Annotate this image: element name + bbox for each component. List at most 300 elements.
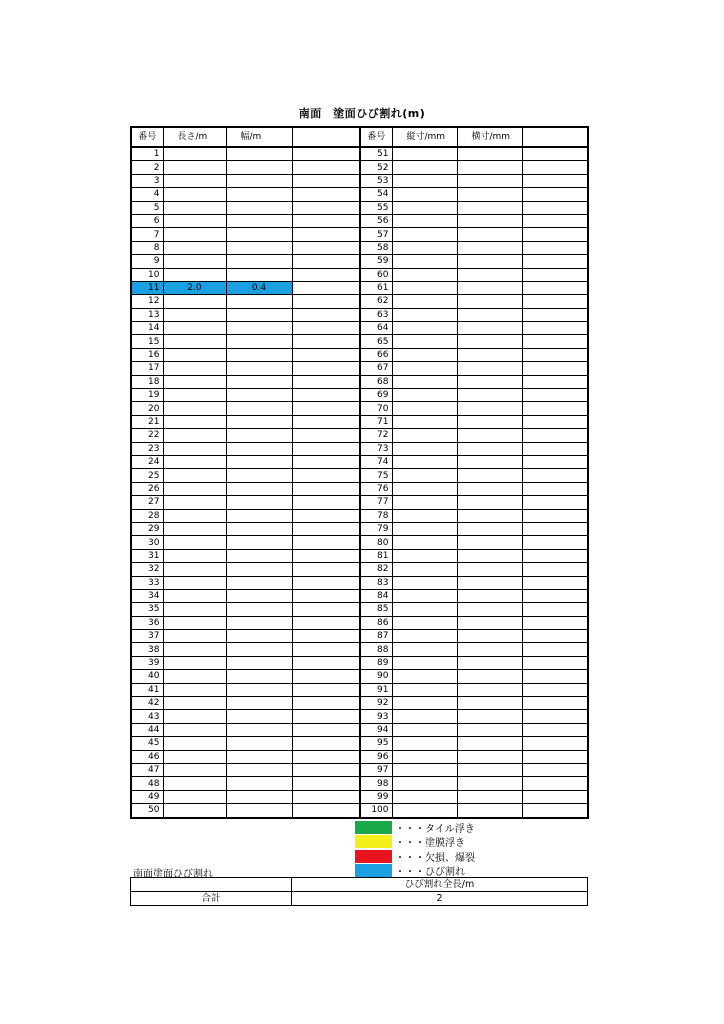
row-vertical-cell xyxy=(392,670,457,683)
row-vertical-cell xyxy=(392,402,457,415)
row-horizontal-cell xyxy=(457,268,522,281)
table-row xyxy=(131,697,588,710)
row-extra-cell xyxy=(522,322,588,335)
row-vertical-cell xyxy=(392,804,457,818)
legend-item xyxy=(355,864,475,879)
table-row xyxy=(131,281,588,294)
table-row xyxy=(131,536,588,549)
row-length-cell xyxy=(163,710,226,723)
table-row xyxy=(131,616,588,629)
row-extra-cell xyxy=(522,415,588,428)
summary-total-label: 合計 xyxy=(131,892,292,906)
row-width-cell xyxy=(226,496,292,509)
row-left-number: 25 xyxy=(131,469,163,482)
row-right-number: 90 xyxy=(360,670,392,683)
row-vertical-cell xyxy=(392,415,457,428)
table-row xyxy=(131,576,588,589)
row-width-cell xyxy=(226,415,292,428)
row-vertical-cell xyxy=(392,509,457,522)
row-width-cell xyxy=(226,656,292,669)
row-vertical-cell xyxy=(392,322,457,335)
row-extra-cell xyxy=(522,174,588,187)
row-extra-cell xyxy=(522,241,588,254)
table-row xyxy=(131,228,588,241)
row-horizontal-cell xyxy=(457,322,522,335)
row-left-number: 46 xyxy=(131,750,163,763)
row-left-number: 6 xyxy=(131,214,163,227)
row-length-cell xyxy=(163,402,226,415)
row-horizontal-cell xyxy=(457,630,522,643)
row-length-cell xyxy=(163,723,226,736)
row-left-number: 50 xyxy=(131,804,163,818)
row-vertical-cell xyxy=(392,442,457,455)
row-left-number: 30 xyxy=(131,536,163,549)
legend-item xyxy=(355,849,475,864)
table-row xyxy=(131,563,588,576)
row-extra-cell xyxy=(522,522,588,535)
row-extra-cell xyxy=(522,563,588,576)
row-right-number: 58 xyxy=(360,241,392,254)
table-row xyxy=(131,241,588,254)
row-left-number: 23 xyxy=(131,442,163,455)
row-vertical-cell xyxy=(392,750,457,763)
row-extra-cell xyxy=(522,804,588,818)
row-blank-cell xyxy=(292,509,360,522)
row-left-number: 17 xyxy=(131,362,163,375)
row-extra-cell xyxy=(522,630,588,643)
table-row xyxy=(131,442,588,455)
row-left-number: 21 xyxy=(131,415,163,428)
row-extra-cell xyxy=(522,683,588,696)
table-row xyxy=(131,737,588,750)
row-left-number: 47 xyxy=(131,763,163,776)
row-horizontal-cell xyxy=(457,750,522,763)
row-vertical-cell xyxy=(392,174,457,187)
row-left-number: 35 xyxy=(131,603,163,616)
row-left-number: 32 xyxy=(131,563,163,576)
row-width-cell xyxy=(226,375,292,388)
table-row xyxy=(131,643,588,656)
row-extra-cell xyxy=(522,750,588,763)
row-blank-cell xyxy=(292,455,360,468)
row-length-cell xyxy=(163,228,226,241)
row-left-number: 10 xyxy=(131,268,163,281)
row-extra-cell xyxy=(522,536,588,549)
row-blank-cell xyxy=(292,469,360,482)
row-blank-cell xyxy=(292,147,360,161)
row-right-number: 61 xyxy=(360,281,392,294)
row-blank-cell xyxy=(292,790,360,803)
row-blank-cell xyxy=(292,295,360,308)
row-length-cell xyxy=(163,643,226,656)
row-width-cell xyxy=(226,737,292,750)
row-blank-cell xyxy=(292,241,360,254)
row-width-cell xyxy=(226,455,292,468)
row-width-cell xyxy=(226,241,292,254)
row-length-cell xyxy=(163,214,226,227)
row-left-number: 28 xyxy=(131,509,163,522)
row-vertical-cell xyxy=(392,455,457,468)
row-blank-cell xyxy=(292,214,360,227)
row-extra-cell xyxy=(522,777,588,790)
row-right-number: 88 xyxy=(360,643,392,656)
row-blank-cell xyxy=(292,630,360,643)
row-extra-cell xyxy=(522,429,588,442)
row-horizontal-cell xyxy=(457,348,522,361)
row-extra-cell xyxy=(522,710,588,723)
table-row xyxy=(131,335,588,348)
row-width-cell xyxy=(226,723,292,736)
row-horizontal-cell xyxy=(457,228,522,241)
row-length-cell xyxy=(163,295,226,308)
row-right-number: 83 xyxy=(360,576,392,589)
row-length-cell xyxy=(163,322,226,335)
row-width-cell xyxy=(226,255,292,268)
row-horizontal-cell xyxy=(457,589,522,602)
row-length-cell xyxy=(163,362,226,375)
table-row xyxy=(131,415,588,428)
header-left-no: 番号 xyxy=(131,127,163,147)
row-left-number: 38 xyxy=(131,643,163,656)
row-blank-cell xyxy=(292,442,360,455)
row-extra-cell xyxy=(522,161,588,174)
row-right-number: 99 xyxy=(360,790,392,803)
row-blank-cell xyxy=(292,616,360,629)
row-horizontal-cell xyxy=(457,415,522,428)
row-extra-cell xyxy=(522,188,588,201)
row-extra-cell xyxy=(522,389,588,402)
row-left-number: 37 xyxy=(131,630,163,643)
row-blank-cell xyxy=(292,723,360,736)
row-left-number: 12 xyxy=(131,295,163,308)
row-vertical-cell xyxy=(392,241,457,254)
row-right-number: 59 xyxy=(360,255,392,268)
table-row xyxy=(131,790,588,803)
row-vertical-cell xyxy=(392,375,457,388)
legend-item xyxy=(355,835,475,850)
summary-header-total-length: ひび割れ全長/m xyxy=(292,878,588,892)
row-extra-cell xyxy=(522,442,588,455)
summary-table xyxy=(130,877,588,906)
table-row xyxy=(131,710,588,723)
row-vertical-cell xyxy=(392,710,457,723)
table-row xyxy=(131,389,588,402)
row-blank-cell xyxy=(292,322,360,335)
row-length-cell xyxy=(163,509,226,522)
row-length-cell xyxy=(163,241,226,254)
row-blank-cell xyxy=(292,589,360,602)
row-vertical-cell xyxy=(392,563,457,576)
row-width-cell xyxy=(226,402,292,415)
row-vertical-cell xyxy=(392,308,457,321)
row-width-cell xyxy=(226,214,292,227)
row-width-cell xyxy=(226,710,292,723)
row-right-number: 97 xyxy=(360,763,392,776)
row-width-cell xyxy=(226,201,292,214)
row-left-number: 33 xyxy=(131,576,163,589)
row-right-number: 64 xyxy=(360,322,392,335)
row-length-cell xyxy=(163,174,226,187)
row-length-cell xyxy=(163,750,226,763)
table-row xyxy=(131,362,588,375)
table-row xyxy=(131,683,588,696)
row-right-number: 91 xyxy=(360,683,392,696)
table-row xyxy=(131,308,588,321)
table-row xyxy=(131,589,588,602)
row-width-cell xyxy=(226,335,292,348)
row-width-cell xyxy=(226,482,292,495)
table-row xyxy=(131,147,588,161)
table-row xyxy=(131,630,588,643)
row-length-cell xyxy=(163,161,226,174)
row-blank-cell xyxy=(292,308,360,321)
row-width-cell xyxy=(226,750,292,763)
row-vertical-cell xyxy=(392,482,457,495)
row-left-number: 11 xyxy=(131,281,163,294)
row-left-number: 29 xyxy=(131,522,163,535)
header-horizontal: 横寸/mm xyxy=(457,127,522,147)
row-width-cell xyxy=(226,362,292,375)
row-blank-cell xyxy=(292,174,360,187)
table-row xyxy=(131,750,588,763)
row-blank-cell xyxy=(292,362,360,375)
row-length-cell xyxy=(163,496,226,509)
row-extra-cell xyxy=(522,402,588,415)
row-blank-cell xyxy=(292,804,360,818)
row-left-number: 49 xyxy=(131,790,163,803)
row-right-number: 100 xyxy=(360,804,392,818)
row-vertical-cell xyxy=(392,255,457,268)
row-blank-cell xyxy=(292,522,360,535)
row-right-number: 52 xyxy=(360,161,392,174)
row-horizontal-cell xyxy=(457,255,522,268)
row-length-cell xyxy=(163,188,226,201)
row-width-cell xyxy=(226,603,292,616)
row-vertical-cell xyxy=(392,790,457,803)
row-length-cell xyxy=(163,469,226,482)
row-blank-cell xyxy=(292,576,360,589)
row-length-cell xyxy=(163,536,226,549)
row-vertical-cell xyxy=(392,295,457,308)
row-blank-cell xyxy=(292,201,360,214)
row-width-cell xyxy=(226,763,292,776)
row-length-cell xyxy=(163,563,226,576)
row-horizontal-cell xyxy=(457,576,522,589)
table-row xyxy=(131,482,588,495)
summary-total-value: 2 xyxy=(292,892,588,906)
row-length-cell xyxy=(163,147,226,161)
row-length-cell xyxy=(163,790,226,803)
row-blank-cell xyxy=(292,228,360,241)
row-right-number: 72 xyxy=(360,429,392,442)
row-extra-cell xyxy=(522,603,588,616)
row-right-number: 80 xyxy=(360,536,392,549)
row-blank-cell xyxy=(292,737,360,750)
row-width-cell xyxy=(226,188,292,201)
row-horizontal-cell xyxy=(457,549,522,562)
sheet-title: 南面 塗面ひび割れ(m) xyxy=(298,107,426,120)
row-vertical-cell xyxy=(392,683,457,696)
row-length-cell xyxy=(163,308,226,321)
summary-header-blank xyxy=(131,878,292,892)
row-width-cell xyxy=(226,429,292,442)
row-horizontal-cell xyxy=(457,201,522,214)
row-horizontal-cell xyxy=(457,402,522,415)
row-left-number: 19 xyxy=(131,389,163,402)
row-left-number: 44 xyxy=(131,723,163,736)
row-width-cell xyxy=(226,442,292,455)
table-row xyxy=(131,522,588,535)
row-width-cell xyxy=(226,670,292,683)
table-row xyxy=(131,723,588,736)
row-extra-cell xyxy=(522,790,588,803)
row-right-number: 73 xyxy=(360,442,392,455)
table-row xyxy=(131,429,588,442)
row-horizontal-cell xyxy=(457,670,522,683)
row-left-number: 5 xyxy=(131,201,163,214)
row-length-cell xyxy=(163,697,226,710)
row-length-cell xyxy=(163,429,226,442)
row-blank-cell xyxy=(292,402,360,415)
row-left-number: 31 xyxy=(131,549,163,562)
row-vertical-cell xyxy=(392,228,457,241)
row-horizontal-cell xyxy=(457,710,522,723)
row-vertical-cell xyxy=(392,643,457,656)
row-length-cell xyxy=(163,455,226,468)
row-vertical-cell xyxy=(392,630,457,643)
legend-swatch xyxy=(355,850,392,863)
row-right-number: 79 xyxy=(360,522,392,535)
row-right-number: 87 xyxy=(360,630,392,643)
row-left-number: 48 xyxy=(131,777,163,790)
row-right-number: 84 xyxy=(360,589,392,602)
row-extra-cell xyxy=(522,375,588,388)
row-left-number: 15 xyxy=(131,335,163,348)
table-row xyxy=(131,375,588,388)
row-vertical-cell xyxy=(392,161,457,174)
row-right-number: 51 xyxy=(360,147,392,161)
row-right-number: 67 xyxy=(360,362,392,375)
row-vertical-cell xyxy=(392,549,457,562)
row-extra-cell xyxy=(522,308,588,321)
table-row xyxy=(131,348,588,361)
row-extra-cell xyxy=(522,697,588,710)
row-right-number: 93 xyxy=(360,710,392,723)
row-length-cell xyxy=(163,522,226,535)
row-vertical-cell xyxy=(392,536,457,549)
table-row xyxy=(131,255,588,268)
row-blank-cell xyxy=(292,482,360,495)
row-width-cell xyxy=(226,174,292,187)
row-width-cell xyxy=(226,589,292,602)
row-extra-cell xyxy=(522,455,588,468)
row-horizontal-cell xyxy=(457,737,522,750)
row-blank-cell xyxy=(292,697,360,710)
row-length-cell xyxy=(163,589,226,602)
row-right-number: 53 xyxy=(360,174,392,187)
row-blank-cell xyxy=(292,348,360,361)
row-horizontal-cell xyxy=(457,763,522,776)
row-extra-cell xyxy=(522,737,588,750)
legend-label: ・・・タイル浮き xyxy=(395,823,475,835)
row-horizontal-cell xyxy=(457,643,522,656)
row-extra-cell xyxy=(522,763,588,776)
row-vertical-cell xyxy=(392,522,457,535)
row-horizontal-cell xyxy=(457,683,522,696)
row-blank-cell xyxy=(292,281,360,294)
row-vertical-cell xyxy=(392,201,457,214)
row-left-number: 39 xyxy=(131,656,163,669)
row-width-cell xyxy=(226,549,292,562)
row-blank-cell xyxy=(292,643,360,656)
row-length-cell xyxy=(163,415,226,428)
row-width-cell xyxy=(226,295,292,308)
row-right-number: 65 xyxy=(360,335,392,348)
row-vertical-cell xyxy=(392,603,457,616)
row-width-cell xyxy=(226,563,292,576)
row-extra-cell xyxy=(522,201,588,214)
header-length: 長さ/m xyxy=(163,127,226,147)
row-horizontal-cell xyxy=(457,536,522,549)
summary-header-row xyxy=(131,878,588,892)
row-horizontal-cell xyxy=(457,522,522,535)
row-left-number: 34 xyxy=(131,589,163,602)
table-row xyxy=(131,670,588,683)
table-row xyxy=(131,295,588,308)
header-blank xyxy=(292,127,360,147)
row-horizontal-cell xyxy=(457,308,522,321)
row-left-number: 24 xyxy=(131,455,163,468)
row-horizontal-cell xyxy=(457,563,522,576)
table-row xyxy=(131,496,588,509)
row-length-cell xyxy=(163,482,226,495)
row-right-number: 82 xyxy=(360,563,392,576)
row-right-number: 68 xyxy=(360,375,392,388)
row-horizontal-cell xyxy=(457,375,522,388)
row-left-number: 9 xyxy=(131,255,163,268)
row-width-cell xyxy=(226,308,292,321)
row-width-cell xyxy=(226,161,292,174)
header-vertical: 縦寸/mm xyxy=(392,127,457,147)
row-left-number: 43 xyxy=(131,710,163,723)
row-width-cell xyxy=(226,643,292,656)
row-vertical-cell xyxy=(392,656,457,669)
table-row xyxy=(131,174,588,187)
row-vertical-cell xyxy=(392,281,457,294)
row-blank-cell xyxy=(292,188,360,201)
row-length-cell xyxy=(163,348,226,361)
row-right-number: 71 xyxy=(360,415,392,428)
table-row xyxy=(131,161,588,174)
row-width-cell xyxy=(226,790,292,803)
row-vertical-cell xyxy=(392,737,457,750)
row-length-cell xyxy=(163,549,226,562)
legend-label: ・・・欠損、爆裂 xyxy=(395,852,475,864)
row-extra-cell xyxy=(522,482,588,495)
row-horizontal-cell xyxy=(457,656,522,669)
row-blank-cell xyxy=(292,161,360,174)
row-blank-cell xyxy=(292,429,360,442)
row-length-cell xyxy=(163,201,226,214)
row-vertical-cell xyxy=(392,777,457,790)
legend-label: ・・・ひび割れ xyxy=(395,867,465,879)
legend xyxy=(355,820,475,878)
row-blank-cell xyxy=(292,268,360,281)
row-length-cell xyxy=(163,683,226,696)
row-extra-cell xyxy=(522,670,588,683)
table-row xyxy=(131,777,588,790)
row-vertical-cell xyxy=(392,763,457,776)
